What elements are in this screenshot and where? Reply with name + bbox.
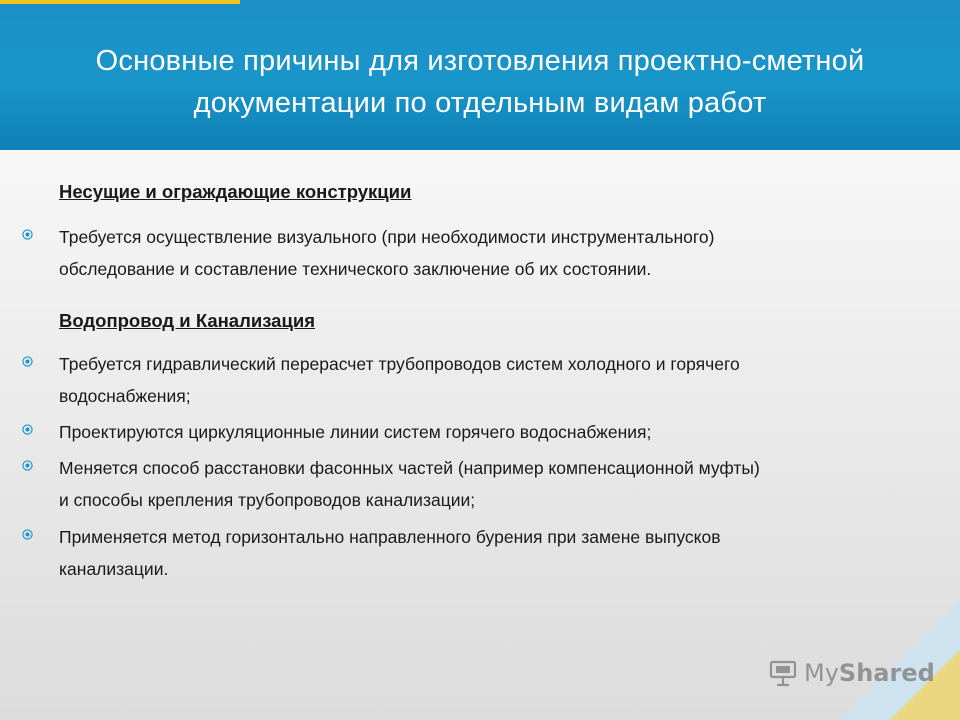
bullet-text: Меняется способ расстановки фасонных частей (например компенсационной муфты) и способы крепления трубопроводов канализации; xyxy=(59,458,760,510)
section-heading-plumbing: Водопровод и Канализация xyxy=(59,310,315,331)
circled-dot-icon xyxy=(22,460,33,471)
watermark-text: MyShared xyxy=(804,659,935,687)
bullet-text: Требуется осуществление визуального (при необходимости инструментального) обследование и составление технического заключение об их состоянии. xyxy=(59,227,715,279)
slide-title xyxy=(0,40,960,124)
slide-title-line-2: документации по отдельным видам работ xyxy=(193,87,767,119)
bullet-text: Требуется гидравлический перерасчет трубопроводов систем холодного и горячего водоснабжения; xyxy=(59,354,740,406)
circled-dot-icon xyxy=(22,229,33,240)
bullet-text: Проектируются циркуляционные линии систем горячего водоснабжения; xyxy=(59,422,652,442)
accent-bar xyxy=(0,0,240,4)
circled-dot-icon xyxy=(22,529,33,540)
circled-dot-icon xyxy=(22,424,33,435)
bullet-text: Применяется метод горизонтально направленного бурения при замене выпусков канализации. xyxy=(59,527,721,579)
presentation-board-icon xyxy=(768,658,798,688)
section-heading-structures: Несущие и ограждающие конструкции xyxy=(59,181,412,202)
circled-dot-icon xyxy=(22,356,33,367)
watermark xyxy=(768,656,935,690)
slide-title-line-1: Основные причины для изготовления проектно-сметной xyxy=(95,45,865,77)
title-banner xyxy=(0,0,960,150)
